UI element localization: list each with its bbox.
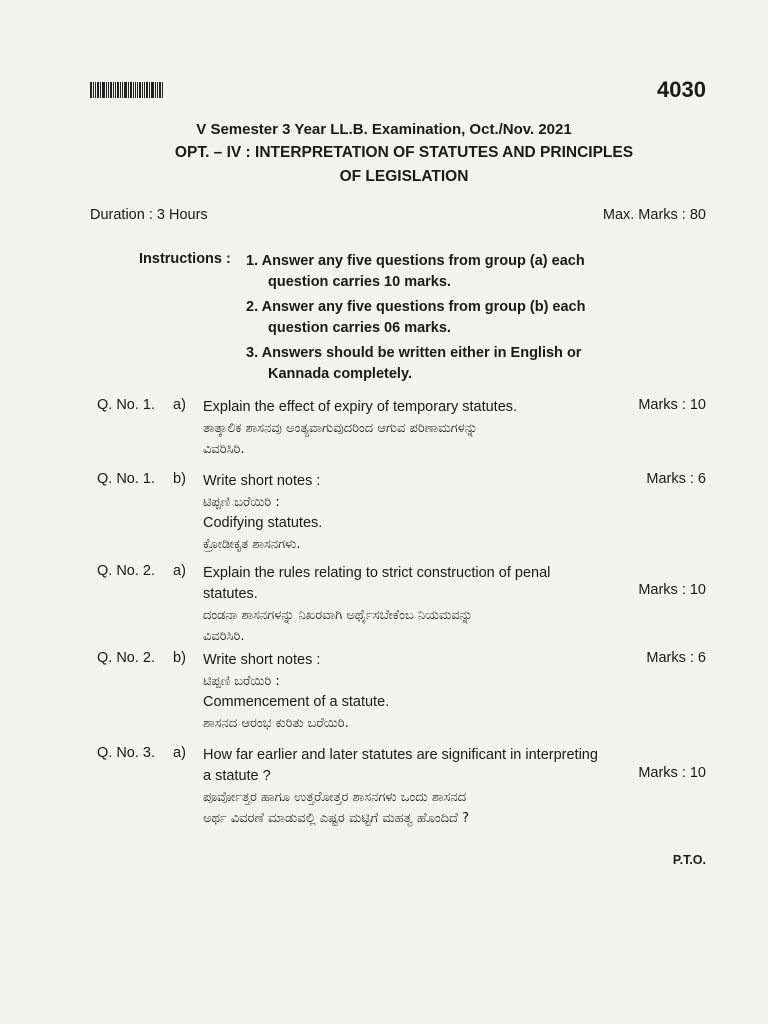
instruction-item-2: 2. Answer any five questions from group (b) each question carries 06 marks. [246, 299, 586, 336]
marks-label: Marks : 10 [638, 582, 706, 598]
marks-label: Marks : 10 [638, 397, 706, 413]
subject-title-line1: OPT. – IV : INTERPRETATION OF STATUTES AND PRINCIPLES [174, 144, 634, 161]
instruction-item-3: 3. Answers should be written either in English or Kannada completely. [246, 345, 582, 382]
instruction-item-1: 1. Answer any five questions from group (a) each question carries 10 marks. [246, 253, 585, 290]
page-turn-over: P.T.O. [672, 853, 706, 867]
paper-code: 4030 [657, 77, 706, 102]
max-marks: Max. Marks : 80 [602, 207, 706, 223]
instructions-label: Instructions : [139, 251, 231, 267]
subject-title-line2: OF LEGISLATION [339, 168, 469, 185]
duration: Duration : 3 Hours [90, 207, 208, 223]
marks-label: Marks : 6 [646, 650, 706, 666]
barcode [90, 82, 176, 98]
exam-page: 4030 V Semester 3 Year LL.B. Examination, Oct./Nov. 2021 OPT. – IV : INTERPRETATION OF STATUTES AND PRINCIPLES OF LEGISLATION Duration : 3 Hours Max. Marks : 80 Instructions : 1. Answer any five questions from group (a) each question carries 10 marks. 2. Answer any five questions from group (b) each question carries 06 marks. 3. Answers should be written either in English or Kannada completely. Q. No. 1. a) Explain the effect of expiry of temporary statutes. ತಾತ್ಕಾಲಿಕ ಶಾಸನವು ಅಂತ್ಯವಾಗುವುದರಿಂದ ಆಗುವ ಪರಿಣಾಮಗಳನ್ನು ವಿವರಿಸಿರಿ. Marks : 10 Q. No. 1. b) Write short notes : ಟಿಪ್ಪಣಿ ಬರೆಯಿರಿ : Codifying statutes. ಕ್ರೋಡೀಕೃತ ಶಾಸನಗಳು. Marks : 6 Q. No. 2. a) Explain the rules relating to strict construction of penal statutes. ದಂಡನಾ ಶಾಸನಗಳನ್ನು ನಿಖರವಾಗಿ ಅರ್ಥೈಸಬೇಕೆಂಬ ನಿಯಮವನ್ನು ವಿವರಿಸಿರಿ. Marks : 10 Q. No. 2. b) Write short notes : ಟಿಪ್ಪಣಿ ಬರೆಯಿರಿ : Commencement of a statute. ಶಾಸನದ ಆರಂಭ ಕುರಿತು ಬರೆಯಿರಿ. Marks : 6 Q. No. 3. a) How far earlier and later statutes are significant in interpreting a statute ? ಪೂರ್ವೋತ್ತರ ಹಾಗೂ ಉತ್ತರೋತ್ತರ ಶಾಸನಗಳು ಒಂದು ಶಾಸನದ ಅರ್ಥ ವಿವರಣೆ ಮಾಡುವಲ್ಲಿ ಎಷ್ಟರ ಮಟ್ಟಿಗೆ ಮಹತ್ವ ಹೊಂದಿದೆ ? Marks : 10 P.T.O. [0, 0, 768, 1024]
marks-label: Marks : 6 [646, 471, 706, 487]
marks-label: Marks : 10 [638, 765, 706, 781]
exam-title: V Semester 3 Year LL.B. Examination, Oct./Nov. 2021 [196, 121, 572, 138]
